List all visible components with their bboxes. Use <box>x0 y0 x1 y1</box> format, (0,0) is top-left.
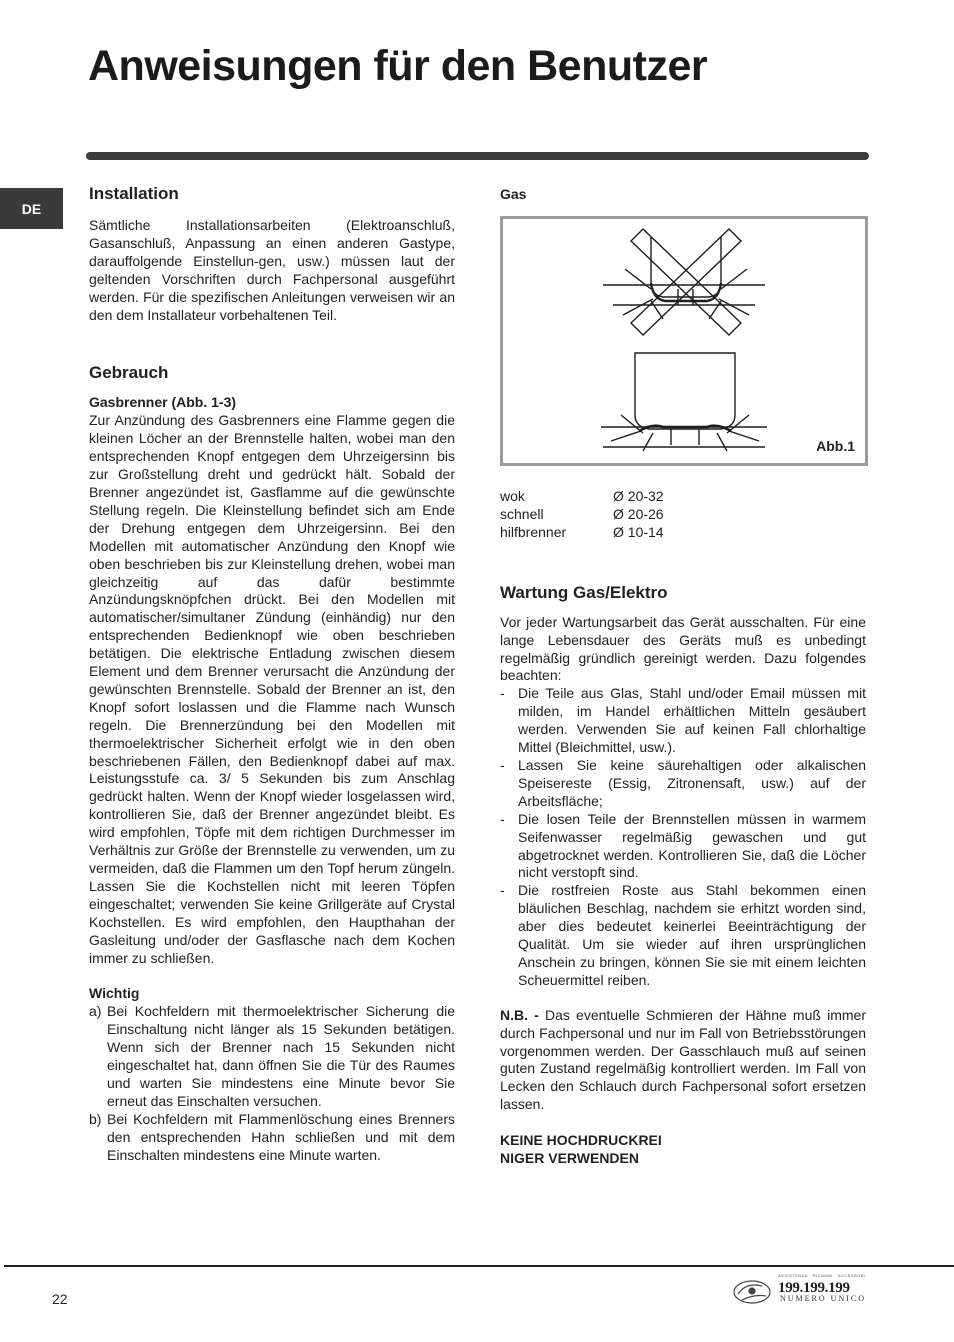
wichtig-heading: Wichtig <box>89 985 140 1002</box>
list-marker: - <box>500 756 505 773</box>
list-item-text: Die Teile aus Glas, Stahl und/oder Email müssen mit milden, im Handel erhältlichen Mitteln gesäubert werden. Verwenden Sie auf keinen Fall chlorhaltige Mittel (Bleichmittel, usw.). <box>518 685 866 756</box>
list-item <box>500 882 866 989</box>
gasbrenner-subheading: Gasbrenner (Abb. 1-3) <box>89 394 237 411</box>
list-marker: a) <box>89 1003 102 1020</box>
gebrauch-text: Zur Anzündung des Gasbrenners eine Flamme gegen die kleinen Löcher an der Brennstelle halten, wobei man den entsprechenden Knopf entgegen dem Uhrzeigersinn bis zur Großstellung dreht und gedrückt hält. Sobald der Brenner angezündet ist, Gasflamme auf die gewünschte Stellung regeln. Die Kleinstellung befindet sich am Ende der Drehung entgegen dem Uhrzeigersinn. Bei den Modellen mit automatischer Anzündung den Knopf wie oben beschrieben bis zur Kleinstellung drehen, wobei man gleichzeitig auf das dafür bestimmte Anzündungsknöpfchen drückt. Bei den Modellen mit automatischer/simultaner Zündung (einhändig) nur den entsprechenden Bedienknopf wie oben beschrieben betätigen. Die elektrische Entladung zwischen diesem Element und dem Brenner verursacht die Anzündung der gewünschten Brennstelle. Sobald der Brenner an ist, den Knopf sofort loslassen und die Flamme nach Wunsch regeln. Die Brennerzündung bei den Modellen mit thermoelektrischer Sicherheit erfolgt wie in den oben beschriebenen Fällen, den Bedienknopf dabei auf max. Leistungsstufe ca. 3/ 5 Sekunden bis zum Anschlag gedrückt halten. Wenn der Knopf wieder losgelassen wird, kontrollieren Sie, daß der Brenner angezündet bleibt. Es wird empfohlen, Töpfe mit dem richtigen Durchmesser im Verhältnis zur Größe der Brennstelle zu verwenden, um zu vermeiden, daß die Flammen um den Topf herum züngeln. Lassen Sie die Kochstellen nicht mit leeren Töpfen eingeschaltet; verwenden Sie keine Grillgeräte auf Crystal Kochstellen. Es wird empfohlen, den Haupthahan der Gasleitung und/oder der Gasflasche nach dem Kochen immer zu schließen. <box>89 412 455 966</box>
installation-text: Sämtliche Installationsarbeiten (Elektroanschluß, Gasanschluß, Anpassung an einen anderen Gastype, darauffolgende Einstellun-gen, usw.) müssen laut der geltenden Vorschriften durch Fachpersonal ausgeführt werden. Für die spezifischen Anleitungen verweisen wir an den dem Installateur vorbehaltenen Teil. <box>89 217 455 323</box>
page-number: 22 <box>52 1291 68 1307</box>
burner-pot-diagram <box>503 219 865 463</box>
wartung-list <box>500 685 866 989</box>
list-item <box>500 811 866 883</box>
left-column <box>89 183 455 1165</box>
list-item <box>500 685 866 757</box>
list-item-text: Lassen Sie keine säurehaltigen oder alkalischen Speisereste (Essig, Zitronensaft, usw.) auf der Arbeitsfläche; <box>518 756 866 809</box>
burner-diameter: Ø 10-14 <box>613 523 664 540</box>
list-item <box>89 1003 455 1110</box>
burner-name: wok <box>500 488 525 504</box>
gebrauch-heading: Gebrauch <box>89 363 169 383</box>
burner-name: hilfbrenner <box>500 523 567 540</box>
list-marker: - <box>500 882 505 899</box>
list-marker: - <box>500 685 505 702</box>
warning-line: NIGER VERWENDEN <box>500 1150 639 1167</box>
gas-heading: Gas <box>500 186 527 202</box>
table-row <box>500 524 866 542</box>
burner-diameter: Ø 20-32 <box>613 488 664 504</box>
right-column <box>500 183 866 1168</box>
logo-subtitle: NUMERO UNICO <box>780 1294 866 1303</box>
list-item-text: Die losen Teile der Brennstellen müssen in warmem Seifenwasser regelmäßig gewaschen und gut abgetrocknet werden. Kontrollieren Sie, daß die Löcher nicht verstopft sind. <box>518 810 866 881</box>
footer-divider <box>4 1265 954 1267</box>
burner-diameter: Ø 20-26 <box>613 505 664 522</box>
list-item-text: Bei Kochfeldern mit Flammenlöschung eines Brenners den entsprechenden Hahn schließen und mit dem Einschalten mindestens eine Minute warten. <box>107 1110 455 1163</box>
warning-note <box>500 1132 866 1168</box>
nb-note <box>500 1007 866 1114</box>
logo-tagline: ASSISTENZA · RICAMBI · ACCESSORI <box>778 1273 866 1278</box>
nb-label: N.B. - <box>500 1006 539 1023</box>
list-marker: - <box>500 810 505 827</box>
wartung-heading: Wartung Gas/Elektro <box>500 582 668 602</box>
list-item-text: Bei Kochfeldern mit thermoelektrischer Sicherung die Einschaltung nicht länger als 15 Sekunden betätigen. Wenn sich der Brenner nach 15 Sekunden nicht eingeschaltet hat, dann öffnen Sie die Tür des Raumes und warten Sie mindestens eine Minute bevor Sie erneut das Einschalten versuchen. <box>107 1003 455 1109</box>
service-phone-number: 199.199.199 <box>778 1280 850 1296</box>
burner-figure <box>500 216 868 466</box>
burner-size-table <box>500 488 866 542</box>
header-divider <box>86 152 869 160</box>
list-marker: b) <box>89 1110 102 1127</box>
list-item <box>89 1111 455 1165</box>
table-row <box>500 488 866 506</box>
page-title: Anweisungen für den Benutzer <box>88 42 708 90</box>
wartung-intro: Vor jeder Wartungsarbeit das Gerät ausschalten. Für eine lange Lebensdauer des Geräts muß es unbedingt regelmäßig gründlich gereinigt werden. Dazu folgendes beachten: <box>500 613 866 684</box>
list-item-text: Die rostfreien Roste aus Stahl bekommen einen bläulichen Beschlag, nachdem sie erhitzt worden sind, aber dies bedeutet keinerlei Beeinträchtigung der Qualität. Um sie wieder auf ihren ursprünglichen Anschein zu bringen, können Sie sie mit einem leichten Scheuermittel reiben. <box>518 882 866 988</box>
figure-label: Abb.1 <box>816 438 855 455</box>
list-item <box>500 757 866 811</box>
nb-text: Das eventuelle Schmieren der Hähne muß immer durch Fachpersonal und nur im Fall von Betriebsstörungen vorgenommen werden. Der Gasschlauch muß auf seinen guten Zustand regelmäßig kontrolliert werden. Im Fall von Lecken den Schlauch durch Fachpersonal sofort ersetzen lassen. <box>500 1006 866 1113</box>
warning-line: KEINE HOCHDRUCKREI <box>500 1132 662 1149</box>
wichtig-list <box>89 1003 455 1164</box>
burner-name: schnell <box>500 505 544 522</box>
language-tab: DE <box>0 188 63 229</box>
table-row <box>500 506 866 524</box>
installation-heading: Installation <box>89 184 179 203</box>
